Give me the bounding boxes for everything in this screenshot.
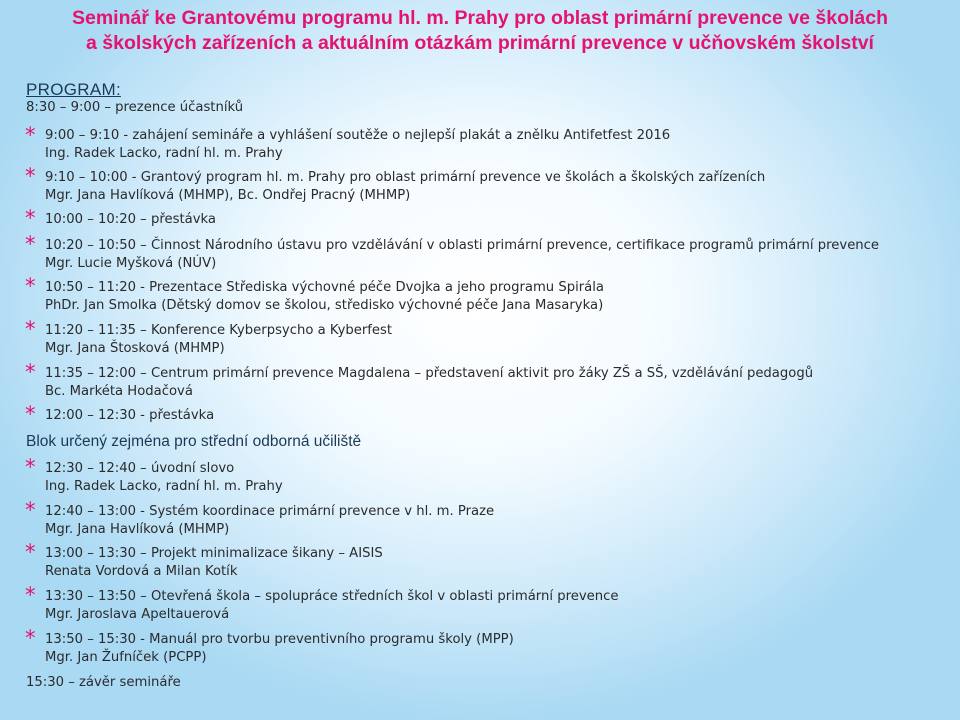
block-item-speaker: Mgr. Jana Havlíková (MHMP) [45, 522, 230, 537]
program-item-speaker: Mgr. Lucie Myšková (NÚV) [45, 256, 217, 271]
bullet-icon: * [25, 274, 36, 298]
block-heading: Blok určený zejména pro střední odborná učiliště [26, 433, 362, 450]
program-heading: PROGRAM: [26, 80, 121, 99]
bullet-icon: * [25, 360, 36, 384]
program-item-speaker: PhDr. Jan Smolka (Dětský domov se školou, středisko výchovné péče Jana Masaryka) [45, 298, 604, 313]
bullet-icon: * [25, 498, 36, 522]
bullet-icon: * [25, 317, 36, 341]
block-item-speaker: Mgr. Jan Žufníček (PCPP) [45, 650, 207, 665]
program-item: 11:35 – 12:00 – Centrum primární prevence Magdalena – představení aktivit pro žáky ZŠ a SŠ, vzdělávání pedagogů [45, 366, 814, 381]
program-item-speaker: Ing. Radek Lacko, radní hl. m. Prahy [45, 146, 283, 161]
bullet-icon: * [25, 232, 36, 256]
program-item: 10:50 – 11:20 - Prezentace Střediska výchovné péče Dvojka a jeho programu Spirála [45, 280, 604, 295]
block-item: 13:50 – 15:30 - Manuál pro tvorbu preventivního programu školy (MPP) [45, 632, 514, 647]
program-item: 10:00 – 10:20 – přestávka [45, 212, 216, 227]
block-item-speaker: Renata Vordová a Milan Kotík [45, 564, 238, 579]
block-item-speaker: Mgr. Jaroslava Apeltauerová [45, 607, 230, 622]
block-item: 12:30 – 12:40 – úvodní slovo [45, 461, 235, 476]
bullet-icon: * [25, 123, 36, 147]
arrival-line: 8:30 – 9:00 – prezence účastníků [26, 100, 244, 115]
bullet-icon: * [25, 402, 36, 426]
bullet-icon: * [25, 206, 36, 230]
title-line-2: a školských zařízeních a aktuálním otázkám primární prevence v učňovském školství [86, 32, 874, 54]
program-item: 11:20 – 11:35 – Konference Kyberpsycho a Kyberfest [45, 323, 393, 338]
block-item: 13:30 – 13:50 – Otevřená škola – spolupráce středních škol v oblasti primární prevence [45, 589, 619, 604]
bullet-icon: * [25, 164, 36, 188]
page-title [0, 6, 960, 56]
bullet-icon: * [25, 583, 36, 607]
block-item: 13:00 – 13:30 – Projekt minimalizace šikany – AISIS [45, 546, 383, 561]
program-item: 12:00 – 12:30 - přestávka [45, 408, 215, 423]
bullet-icon: * [25, 626, 36, 650]
title-line-1: Seminář ke Grantovému programu hl. m. Prahy pro oblast primární prevence ve školách [71, 7, 889, 29]
closing-line: 15:30 – závěr semináře [26, 675, 181, 690]
block-item-speaker: Ing. Radek Lacko, radní hl. m. Prahy [45, 479, 283, 494]
bullet-icon: * [25, 455, 36, 479]
program-item-speaker: Mgr. Jana Havlíková (MHMP), Bc. Ondřej Pracný (MHMP) [45, 188, 411, 203]
block-item: 12:40 – 13:00 - Systém koordinace primární prevence v hl. m. Praze [45, 504, 495, 519]
program-item: 10:20 – 10:50 – Činnost Národního ústavu pro vzdělávání v oblasti primární prevence, certifikace programů primární prevence [45, 238, 880, 253]
bullet-icon: * [25, 540, 36, 564]
program-item: 9:10 – 10:00 - Grantový program hl. m. Prahy pro oblast primární prevence ve školách a školských zařízeních [45, 170, 766, 185]
program-item-speaker: Bc. Markéta Hodačová [45, 384, 193, 399]
program-item: 9:00 – 9:10 - zahájení semináře a vyhlášení soutěže o nejlepší plakát a znělku Antifetfest 2016 [45, 128, 671, 143]
program-item-speaker: Mgr. Jana Štosková (MHMP) [45, 341, 225, 356]
